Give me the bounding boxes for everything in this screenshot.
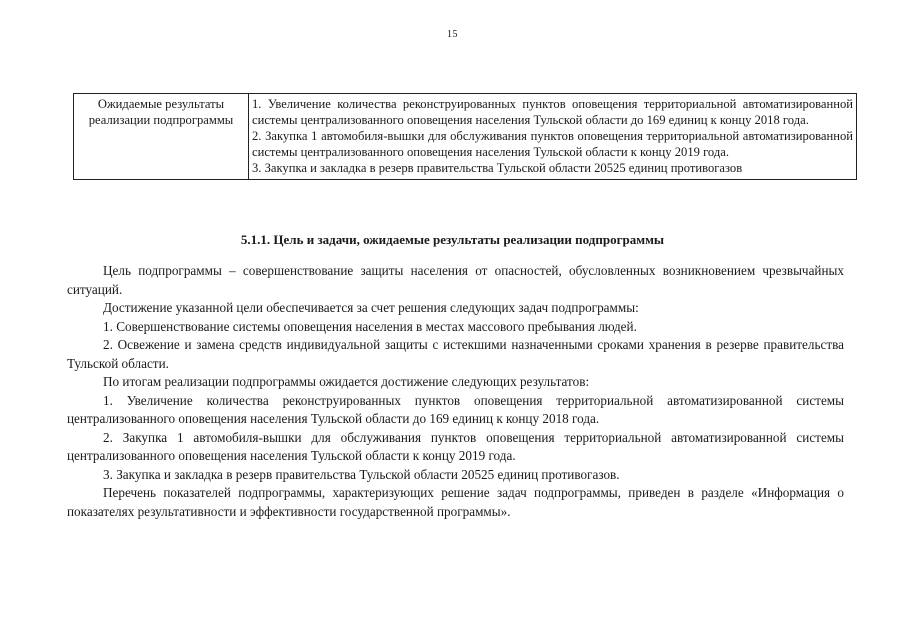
paragraph-goal: Цель подпрограммы – совершенствование защиты населения от опасностей, обусловленных возникновением чрезвычайных ситуаций. [67,263,844,297]
page-number: 15 [447,29,458,40]
section-heading: 5.1.1. Цель и задачи, ожидаемые результаты реализации подпрограммы [240,232,665,247]
table-label-cell: Ожидаемые результаты реализации подпрограммы [74,94,249,180]
table-result-item-1: 1. Увеличение количества реконструированных пунктов оповещения территориальной автоматизированной системы централизованного оповещения населения Тульской области до 169 единиц к концу 2018 года. [252,97,853,127]
paragraph-result-2: 2. Закупка 1 автомобиля-вышки для обслуживания пунктов оповещения территориальной автоматизированной системы централизованного оповещения населения Тульской области к концу 2019 года. [67,429,844,463]
paragraph-indicators: Перечень показателей подпрограммы, характеризующих решение задач подпрограммы, приведен в разделе «Информация о показателях результативности и эффективности государственной программы». [67,485,844,519]
table-result-item-3: 3. Закупка и закладка в резерв правительства Тульской области 20525 единиц противогазов [252,161,743,175]
table-result-item-2: 2. Закупка 1 автомобиля-вышки для обслуживания пунктов оповещения территориальной автоматизированной системы централизованного оповещения населения Тульской области к концу 2019 года. [252,129,853,159]
paragraph-task-1: 1. Совершенствование системы оповещения населения в местах массового пребывания людей. [103,318,637,334]
paragraph-tasks-intro: Достижение указанной цели обеспечивается за счет решения следующих задач подпрограммы: [103,300,639,315]
section-body [67,262,844,521]
table-row [74,94,857,180]
expected-results-table [73,93,857,180]
paragraph-task-2: 2. Освежение и замена средств индивидуальной защиты с истекшими назначенными сроками хранения в резерве правительства Тульской области. [67,337,844,371]
paragraph-results-intro: По итогам реализации подпрограммы ожидается достижение следующих результатов: [103,374,590,389]
paragraph-result-3: 3. Закупка и закладка в резерв правительства Тульской области 20525 единиц противогазов. [103,466,620,482]
table-content-cell [249,94,857,180]
paragraph-result-1: 1. Увеличение количества реконструированных пунктов оповещения территориальной автоматизированной системы централизованного оповещения населения Тульской области до 169 единиц к концу 2018 года. [67,392,844,426]
